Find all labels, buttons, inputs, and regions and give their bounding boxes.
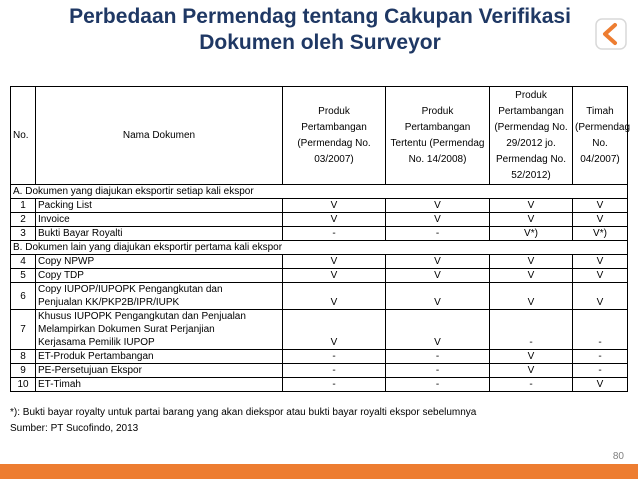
row-col2: V xyxy=(386,255,490,269)
row-no: 2 xyxy=(11,213,36,227)
slide-title xyxy=(40,4,600,56)
header-col4: Timah (Permendag No. 04/2007) xyxy=(573,87,628,185)
source-note: Sumber: PT Sucofindo, 2013 xyxy=(10,423,139,434)
row-col4: - xyxy=(573,310,628,350)
row-name-line: Copy IUPOP/IUPOPK Pengangkutan dan xyxy=(38,284,223,295)
row-col4: - xyxy=(573,350,628,364)
row-col2: - xyxy=(386,227,490,241)
row-name: Invoice xyxy=(36,213,283,227)
row-col3: V xyxy=(490,199,573,213)
row-col1: V xyxy=(283,310,386,350)
row-col3: V xyxy=(490,213,573,227)
row-col3: V xyxy=(490,255,573,269)
table-row xyxy=(11,310,628,350)
row-col4: V xyxy=(573,269,628,283)
row-no: 5 xyxy=(11,269,36,283)
row-name: Copy NPWP xyxy=(36,255,283,269)
row-col4: V xyxy=(573,255,628,269)
row-col1: - xyxy=(283,364,386,378)
row-no: 9 xyxy=(11,364,36,378)
row-name: Copy TDP xyxy=(36,269,283,283)
row-col2: V xyxy=(386,213,490,227)
title-line-1: Perbedaan Permendag tentang Cakupan Verifikasi xyxy=(69,5,571,28)
table-row xyxy=(11,364,628,378)
page-number: 80 xyxy=(612,451,624,462)
row-name-line: Kerjasama Pemilik IUPOP xyxy=(38,337,155,348)
row-name xyxy=(36,310,283,350)
row-col3: - xyxy=(490,310,573,350)
row-name: ET-Timah xyxy=(36,378,283,392)
row-col4: V*) xyxy=(573,227,628,241)
row-col3: V xyxy=(490,350,573,364)
row-name: PE-Persetujuan Ekspor xyxy=(36,364,283,378)
row-col1: - xyxy=(283,350,386,364)
section-b-row xyxy=(11,241,628,255)
section-b-label: B. Dokumen lain yang diajukan eksportir pertama kali ekspor xyxy=(11,241,628,255)
table-row xyxy=(11,213,628,227)
row-name-line: Penjualan KK/PKP2B/IPR/IUPK xyxy=(38,297,180,308)
row-col4: V xyxy=(573,283,628,310)
row-col1: V xyxy=(283,283,386,310)
row-col4: V xyxy=(573,378,628,392)
row-name-line: Melampirkan Dokumen Surat Perjanjian xyxy=(38,324,215,335)
row-no: 10 xyxy=(11,378,36,392)
row-no: 1 xyxy=(11,199,36,213)
row-col2: - xyxy=(386,378,490,392)
row-col2: V xyxy=(386,269,490,283)
row-col4: - xyxy=(573,364,628,378)
header-col1: Produk Pertambangan (Permendag No. 03/2007) xyxy=(283,87,386,185)
section-a-row xyxy=(11,185,628,199)
header-name: Nama Dokumen xyxy=(36,87,283,185)
row-name: ET-Produk Pertambangan xyxy=(36,350,283,364)
header-col2: Produk Pertambangan Tertentu (Permendag No. 14/2008) xyxy=(386,87,490,185)
table-header-row xyxy=(11,87,628,185)
row-name: Packing List xyxy=(36,199,283,213)
row-col1: - xyxy=(283,378,386,392)
row-col1: V xyxy=(283,255,386,269)
row-col3: V*) xyxy=(490,227,573,241)
section-a-label: A. Dokumen yang diajukan eksportir setiap kali ekspor xyxy=(11,185,628,199)
verification-table xyxy=(10,86,631,392)
row-col2: V xyxy=(386,283,490,310)
row-col1: V xyxy=(283,213,386,227)
footnote: *): Bukti bayar royalty untuk partai barang yang akan diekspor atau bukti bayar royalti ekspor sebelumnya xyxy=(10,407,477,418)
row-col1: V xyxy=(283,269,386,283)
row-col4: V xyxy=(573,199,628,213)
row-no: 4 xyxy=(11,255,36,269)
row-col3: V xyxy=(490,283,573,310)
back-arrow-icon[interactable] xyxy=(594,17,628,51)
table-row xyxy=(11,269,628,283)
row-col3: V xyxy=(490,269,573,283)
table-row xyxy=(11,283,628,310)
table-row xyxy=(11,199,628,213)
row-col2: - xyxy=(386,364,490,378)
row-col4: V xyxy=(573,213,628,227)
row-col3: V xyxy=(490,364,573,378)
table-row xyxy=(11,255,628,269)
row-name xyxy=(36,283,283,310)
header-col3: Produk Pertambangan (Permendag No. 29/2012 jo. Permendag No. 52/2012) xyxy=(490,87,573,185)
row-col2: V xyxy=(386,199,490,213)
accent-bar xyxy=(0,464,638,479)
row-col1: - xyxy=(283,227,386,241)
header-no: No. xyxy=(11,87,36,185)
table-row xyxy=(11,227,628,241)
title-line-2: Dokumen oleh Surveyor xyxy=(199,31,441,54)
row-no: 6 xyxy=(11,283,36,310)
row-name: Bukti Bayar Royalti xyxy=(36,227,283,241)
row-col2: V xyxy=(386,310,490,350)
row-no: 3 xyxy=(11,227,36,241)
row-name-line: Khusus IUPOPK Pengangkutan dan Penjualan xyxy=(38,311,246,322)
row-col3: - xyxy=(490,378,573,392)
row-col1: V xyxy=(283,199,386,213)
table-row xyxy=(11,378,628,392)
table-row xyxy=(11,350,628,364)
row-no: 7 xyxy=(11,310,36,350)
row-col2: - xyxy=(386,350,490,364)
row-no: 8 xyxy=(11,350,36,364)
